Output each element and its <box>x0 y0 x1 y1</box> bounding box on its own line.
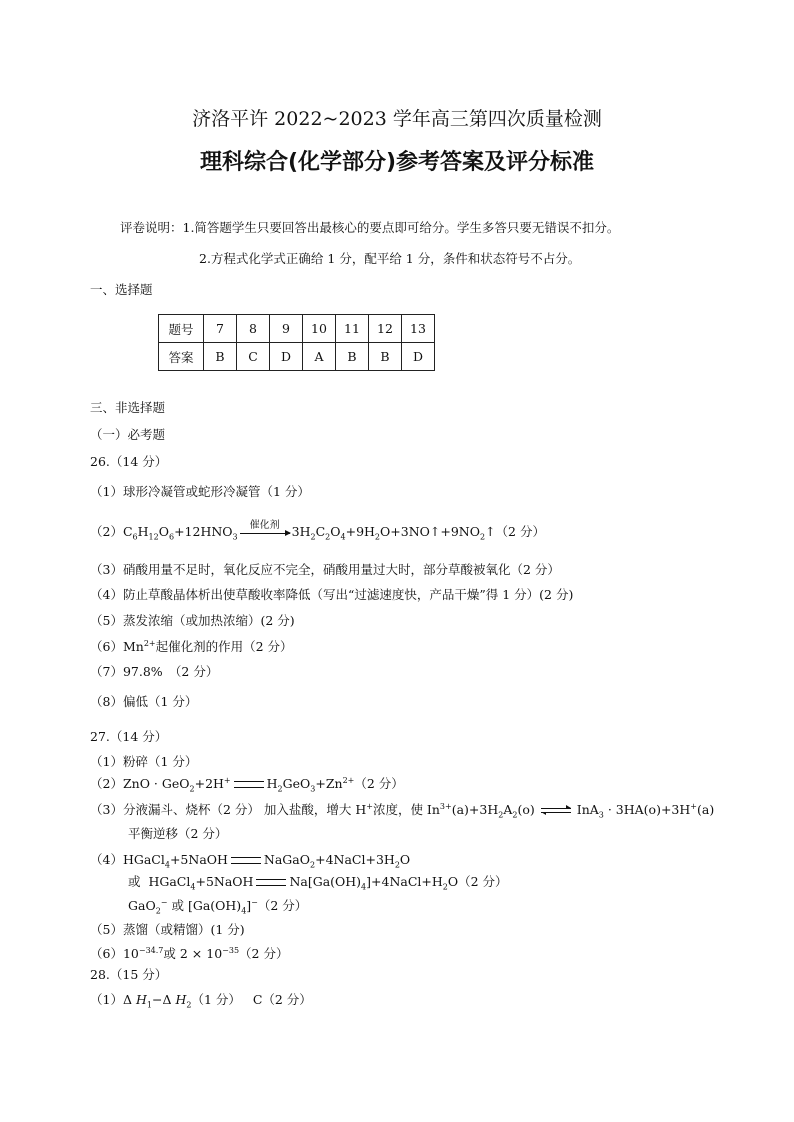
q27-answer-4-or2: 或 <box>171 898 184 913</box>
table-cell: A <box>303 343 336 371</box>
table-cell: B <box>204 343 237 371</box>
section-subheading-required: （一）必考题 <box>90 427 166 442</box>
grading-note-2: 2.方程式化学式正确给 1 分，配平给 1 分，条件和状态符号不占分。 <box>199 251 581 266</box>
table-row <box>159 343 435 371</box>
q27-title: 27.（14 分） <box>90 729 168 744</box>
table-cell: 10 <box>303 315 336 343</box>
q26-answer-3: （3）硝酸用量不足时，氧化反应不完全，硝酸用量过大时，部分草酸被氧化（2 分） <box>90 562 560 577</box>
q27-answer-6-score: （2 分） <box>239 946 289 961</box>
q27-answer-4-label: （4） <box>90 852 123 867</box>
q27-answer-4-alt: 或 HGaCl$_4$+5NaOH $Na[Ga(OH)_4]+4NaCl+H_2O(2$ 分） <box>128 874 508 892</box>
q26-answer-8: （8）偏低（1 分） <box>90 694 198 709</box>
equals-sign <box>256 879 286 886</box>
q27-answer-4: （4）HGaCl$_4$+5NaOH $NaGaO_2+4NaCl+3H_2O$ <box>90 852 411 870</box>
q26-answer-6-label: （6） <box>90 639 123 654</box>
q26-answer-4: （4）防止草酸晶体析出使草酸收率降低（写出“过滤速度快，产品干燥”得 1 分）(2 分) <box>90 587 574 602</box>
table-cell: 12 <box>369 315 402 343</box>
q26-answer-6: $(6)Mn^{2+}$起催化剂的作用（2 分） <box>90 638 293 654</box>
q27-answer-2-label: （2） <box>90 776 123 791</box>
q26-answer-2-label: （2） <box>90 524 123 539</box>
q26-answer-5: （5）蒸发浓缩（或加热浓缩）(2 分) <box>90 613 295 628</box>
table-header-cell: 答案 <box>159 343 204 371</box>
q26-answer-6-text: 起催化剂的作用（2 分） <box>155 639 293 654</box>
page-title-line1: 济洛平许 2022~2023 学年高三第四次质量检测 <box>192 108 602 130</box>
q27-answer-6: $(6)10^{-34.7}$或 $2 \times 10^{-35}(2$ 分） <box>90 945 289 961</box>
q27-answer-1: （1）粉碎（1 分） <box>90 754 198 769</box>
section-heading-choice: 一、选择题 <box>90 282 153 297</box>
catalyst-label: 催化剂 <box>249 519 280 531</box>
q27-answer-4-score2: （2 分） <box>257 898 308 913</box>
q28-answer-1-choice: C（2 分） <box>252 992 312 1007</box>
table-cell: 7 <box>204 315 237 343</box>
table-cell: C <box>237 343 270 371</box>
table-cell: 13 <box>402 315 435 343</box>
reaction-arrow <box>240 519 290 538</box>
q26-answer-7: （7）97.8% （2 分） <box>90 664 219 679</box>
equilibrium-arrow <box>541 806 571 815</box>
table-cell: 9 <box>270 315 303 343</box>
q28-title: 28.（15 分） <box>90 967 168 982</box>
table-cell: D <box>270 343 303 371</box>
page-title-line2: 理科综合(化学部分)参考答案及评分标准 <box>199 150 595 175</box>
table-cell: B <box>369 343 402 371</box>
q28-answer-1: （1）Δ $H_1-\Delta$ $H_2(1$ 分） C（2 分） <box>90 992 312 1010</box>
q27-answer-3-cont: 平衡逆移（2 分） <box>128 826 228 841</box>
q28-answer-1-score: （1 分） <box>191 992 241 1007</box>
q26-answer-2-score: （2 分） <box>495 524 545 539</box>
q27-answer-3-text: （3）分液漏斗、烧杯（2 分） 加入盐酸，增大 H <box>90 802 367 817</box>
q28-answer-1-label: （1） <box>90 992 123 1007</box>
q27-answer-4-or: 或 <box>128 874 141 889</box>
q27-answer-3-mid: 浓度，使 <box>372 802 427 817</box>
equals-sign <box>231 857 261 864</box>
q27-answer-6-or: 或 <box>163 946 176 961</box>
q27-answer-6-label: （6） <box>90 946 123 961</box>
q26-answer-2 <box>90 519 545 542</box>
q27-answer-2: （2）ZnO · GeO$_2$+2H+ $H_2GeO_3+Zn^{2+}(2$ 分） <box>90 775 404 794</box>
q27-answer-5: （5）蒸馏（或精馏）(1 分) <box>90 922 245 937</box>
grading-note-1: 评卷说明：1.简答题学生只要回答出最核心的要点即可给分。学生多答只要无错误不扣分。 <box>120 220 620 235</box>
table-cell: D <box>402 343 435 371</box>
reaction-equation: $C_6H_{12}O_6+12HNO_3$ 催化剂 $3H_2C_2O_4+9H_2O+3NO↑+9NO_2↑$ <box>123 524 496 539</box>
q27-answer-2-score: （2 分） <box>354 776 404 791</box>
table-cell: B <box>336 343 369 371</box>
table-cell: 11 <box>336 315 369 343</box>
q27-answer-3: （3）分液漏斗、烧杯（2 分） 加入盐酸，增大 H+浓度，使 $In^{3+}(a)+3H_2A_2(o)$ InA$_3$ · 3HA(o)+3H+(a) <box>90 801 715 820</box>
table-cell: 8 <box>237 315 270 343</box>
equals-sign <box>234 781 264 788</box>
q27-answer-4-score: （2 分） <box>458 874 508 889</box>
q26-title: 26.（14 分） <box>90 454 168 469</box>
table-row <box>159 315 435 343</box>
q26-answer-1: （1）球形冷凝管或蛇形冷凝管（1 分） <box>90 484 310 499</box>
table-header-cell: 题号 <box>159 315 204 343</box>
section-heading-nonchoice: 三、非选择题 <box>90 400 166 415</box>
q27-answer-4-ion: GaO$_2$− 或 $[Ga(OH)_4]^-(2$ 分） <box>128 897 308 916</box>
answer-table <box>158 314 435 371</box>
